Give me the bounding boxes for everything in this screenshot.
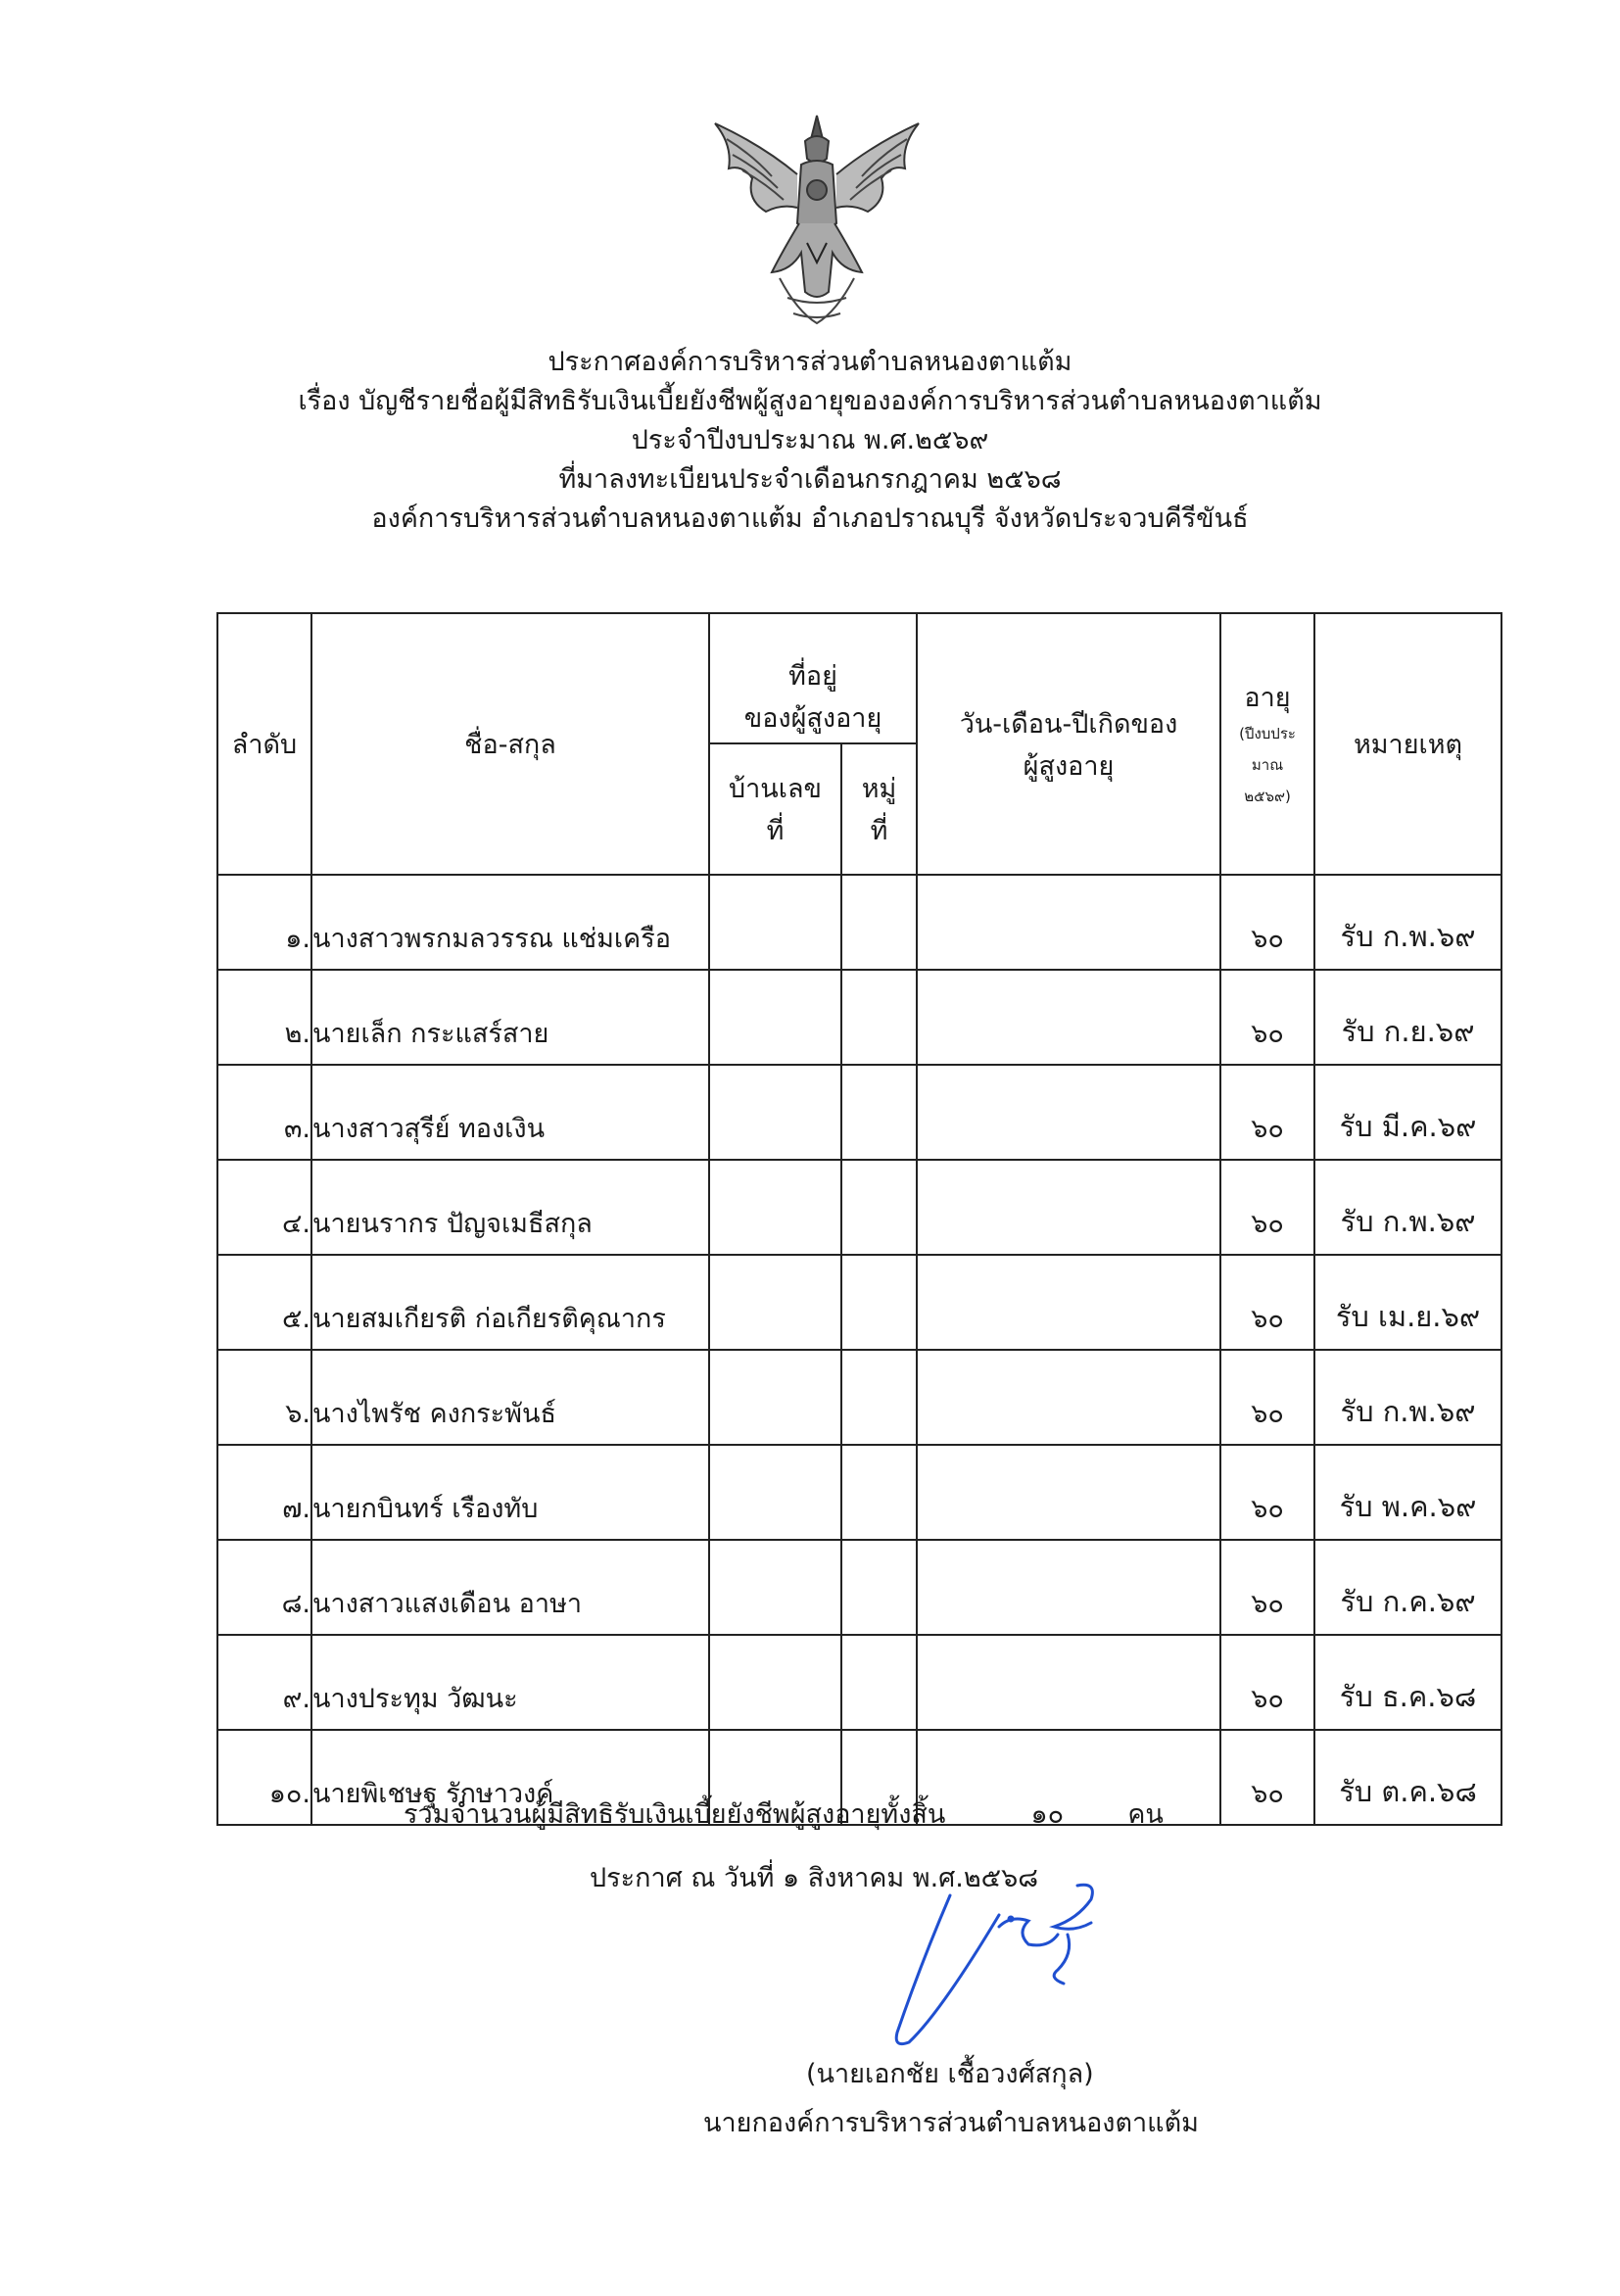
row-moo <box>841 970 917 1065</box>
row-name: นางสาวแสงเดือน อาษา <box>311 1540 709 1635</box>
row-moo <box>841 1065 917 1160</box>
summary-line <box>404 1793 1164 1835</box>
row-moo <box>841 875 917 970</box>
row-moo <box>841 1540 917 1635</box>
row-house <box>709 1635 841 1730</box>
row-dob <box>917 1445 1220 1540</box>
row-dob <box>917 1540 1220 1635</box>
row-house <box>709 1160 841 1255</box>
header-no: ลำดับ <box>217 613 311 875</box>
header-age-sub-3: ๒๕๖๙) <box>1244 788 1291 805</box>
header-address-line-2: ของผู้สูงอายุ <box>743 703 882 734</box>
table-body <box>217 875 1501 1825</box>
row-remark: รับ ก.พ.๖๙ <box>1314 875 1501 970</box>
row-remark: รับ เม.ย.๖๙ <box>1314 1255 1501 1350</box>
header-age-label: อายุ <box>1244 683 1291 713</box>
row-no: ๔. <box>217 1160 311 1255</box>
table-row <box>217 875 1501 970</box>
row-remark: รับ ก.พ.๖๙ <box>1314 1160 1501 1255</box>
beneficiary-table <box>216 612 1502 1826</box>
table-row <box>217 970 1501 1065</box>
row-dob <box>917 875 1220 970</box>
table-row <box>217 1065 1501 1160</box>
row-age: ๖๐ <box>1220 1540 1314 1635</box>
heading-line-1: ประกาศองค์การบริหารส่วนตำบลหนองตาแต้ม <box>548 347 1072 377</box>
row-name: นายสมเกียรติ ก่อเกียรติคุณากร <box>311 1255 709 1350</box>
row-moo <box>841 1350 917 1445</box>
row-no: ๒. <box>217 970 311 1065</box>
row-house <box>709 1445 841 1540</box>
header-address-line-1: ที่อยู่ <box>788 661 837 692</box>
header-age <box>1220 613 1314 875</box>
row-house <box>709 1065 841 1160</box>
row-remark: รับ ธ.ค.๖๘ <box>1314 1635 1501 1730</box>
row-dob <box>917 970 1220 1065</box>
row-dob <box>917 1635 1220 1730</box>
row-moo <box>841 1635 917 1730</box>
row-house <box>709 875 841 970</box>
signer-name: (นายเอกชัย เชื้อวงศ์สกุล) <box>806 2059 1094 2089</box>
heading-line-3: ประจำปีงบประมาณ พ.ศ.๒๕๖๙ <box>631 425 989 455</box>
row-name: นางไพรัช คงกระพันธ์ <box>311 1350 709 1445</box>
row-age: ๖๐ <box>1220 1065 1314 1160</box>
summary-count: ๑๐ <box>1030 1799 1065 1830</box>
row-no: ๕. <box>217 1255 311 1350</box>
table-row <box>217 1540 1501 1635</box>
header-age-sub-1: (ปีงบประ <box>1239 725 1296 742</box>
row-house <box>709 1350 841 1445</box>
heading-line-2: เรื่อง บัญชีรายชื่อผู้มีสิทธิรับเงินเบี้ยยังชีพผู้สูงอายุขององค์การบริหารส่วนตำบลหนองตาแต้ม <box>298 386 1322 416</box>
row-remark: รับ ต.ค.๖๘ <box>1314 1730 1501 1825</box>
signer-title: นายกองค์การบริหารส่วนตำบลหนองตาแต้ม <box>703 2108 1199 2138</box>
row-age: ๖๐ <box>1220 1445 1314 1540</box>
row-no: ๑. <box>217 875 311 970</box>
row-remark: รับ ก.ค.๖๙ <box>1314 1540 1501 1635</box>
header-house-line-2: ที่ <box>766 816 785 846</box>
announcement-heading <box>0 343 1620 539</box>
row-age: ๖๐ <box>1220 1350 1314 1445</box>
row-name: นางประทุม วัฒนะ <box>311 1635 709 1730</box>
table-row <box>217 1160 1501 1255</box>
row-moo <box>841 1445 917 1540</box>
header-address <box>709 613 917 743</box>
row-age: ๖๐ <box>1220 875 1314 970</box>
signature-image <box>881 1876 1136 2052</box>
table-row <box>217 1255 1501 1350</box>
table-row <box>217 1635 1501 1730</box>
row-moo <box>841 1255 917 1350</box>
row-age: ๖๐ <box>1220 1160 1314 1255</box>
row-house <box>709 1255 841 1350</box>
heading-line-4: ที่มาลงทะเบียนประจำเดือนกรกฎาคม ๒๕๖๘ <box>558 464 1062 495</box>
row-name: นางสาวสุรีย์ ทองเงิน <box>311 1065 709 1160</box>
row-dob <box>917 1350 1220 1445</box>
row-moo <box>841 1160 917 1255</box>
summary-text: รวมจำนวนผู้มีสิทธิรับเงินเบี้ยยังชีพผู้สูงอายุทั้งสิ้น <box>404 1799 946 1830</box>
header-moo-line-2: ที่ <box>870 816 888 846</box>
row-name: นางสาวพรกมลวรรณ แช่มเครือ <box>311 875 709 970</box>
header-dob-line-2: ผู้สูงอายุ <box>1023 750 1115 782</box>
row-no: ๗. <box>217 1445 311 1540</box>
heading-line-5: องค์การบริหารส่วนตำบลหนองตาแต้ม อำเภอปราณบุรี จังหวัดประจวบคีรีขันธ์ <box>371 503 1249 534</box>
header-house-no <box>709 743 841 875</box>
table-row <box>217 1445 1501 1540</box>
row-no: ๖. <box>217 1350 311 1445</box>
header-moo <box>841 743 917 875</box>
row-name: นายเล็ก กระแสร์สาย <box>311 970 709 1065</box>
row-name: นายนรากร ปัญจเมธีสกุล <box>311 1160 709 1255</box>
row-dob <box>917 1065 1220 1160</box>
row-age: ๖๐ <box>1220 970 1314 1065</box>
row-dob <box>917 1255 1220 1350</box>
row-name: นายพิเชษฐ รักษาวงค์ <box>311 1730 709 1825</box>
header-dob <box>917 613 1220 875</box>
row-house <box>709 1540 841 1635</box>
header-house-line-1: บ้านเลข <box>729 774 822 804</box>
row-remark: รับ ก.พ.๖๙ <box>1314 1350 1501 1445</box>
row-no: ๑๐. <box>217 1730 311 1825</box>
row-no: ๘. <box>217 1540 311 1635</box>
row-no: ๓. <box>217 1065 311 1160</box>
row-dob <box>917 1160 1220 1255</box>
header-age-sub-2: มาณ <box>1251 756 1284 774</box>
header-remark: หมายเหตุ <box>1314 613 1501 875</box>
row-age: ๖๐ <box>1220 1730 1314 1825</box>
table-row <box>217 1350 1501 1445</box>
header-name: ชื่อ-สกุล <box>311 613 709 875</box>
header-dob-line-1: วัน-เดือน-ปีเกิดของ <box>959 708 1178 740</box>
garuda-emblem-icon <box>703 106 930 333</box>
header-moo-line-1: หมู่ <box>861 774 897 804</box>
summary-unit: คน <box>1127 1799 1164 1830</box>
row-remark: รับ มี.ค.๖๙ <box>1314 1065 1501 1160</box>
row-no: ๙. <box>217 1635 311 1730</box>
row-remark: รับ ก.ย.๖๙ <box>1314 970 1501 1065</box>
row-age: ๖๐ <box>1220 1255 1314 1350</box>
row-remark: รับ พ.ค.๖๙ <box>1314 1445 1501 1540</box>
row-name: นายกบินทร์ เรืองทับ <box>311 1445 709 1540</box>
row-house <box>709 970 841 1065</box>
row-age: ๖๐ <box>1220 1635 1314 1730</box>
announce-date: ประกาศ ณ วันที่ ๑ สิงหาคม พ.ศ.๒๕๖๘ <box>590 1863 1039 1893</box>
